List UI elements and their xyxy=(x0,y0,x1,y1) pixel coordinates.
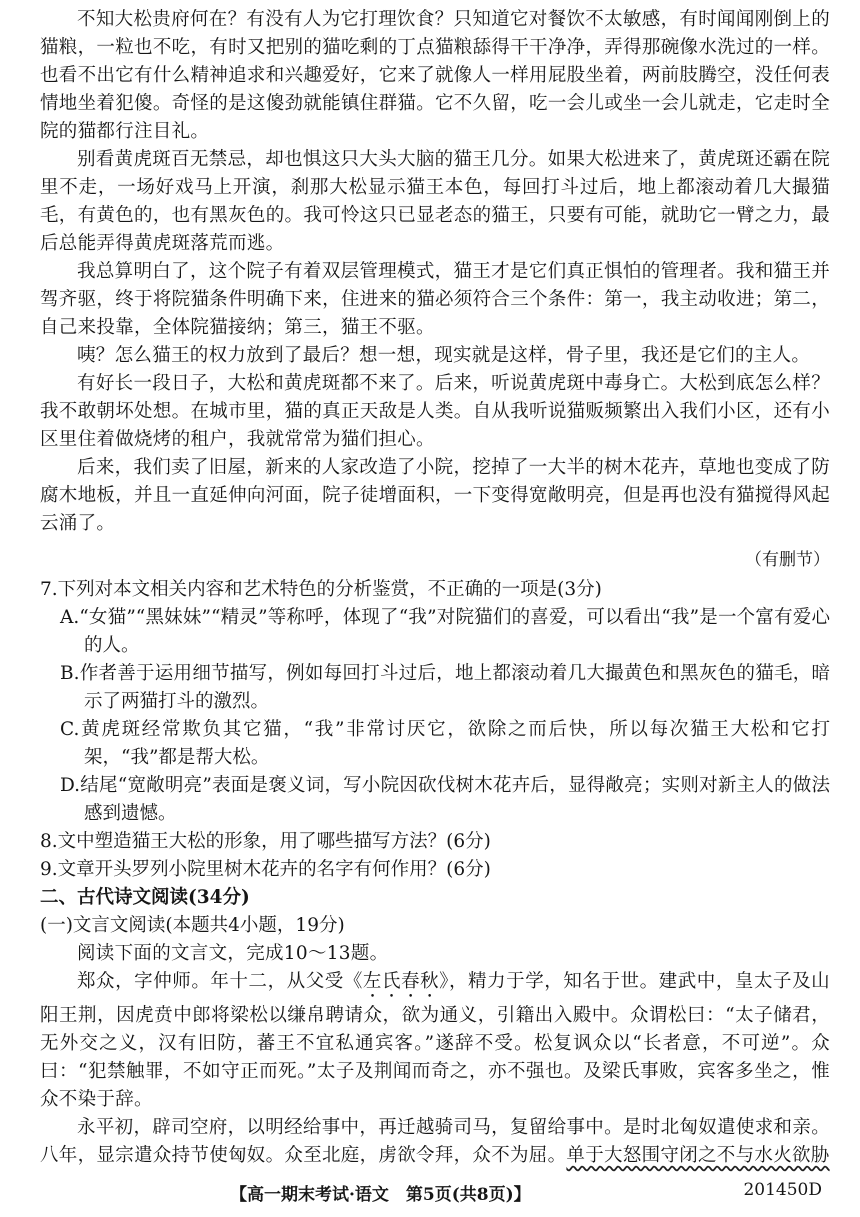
classical-text: ，精力于学，知名于世。建武中，皇太子及山阳王荆，因虎贲中郎将梁松以缣帛聘请众，欲为通义，引籍出入殿中。众谓松曰：“太子储君，无外交之义，汉有旧防，蕃王不宜私通宾客。”遂辞不受。松复讽众以“长者意，不可逆”。众曰：“犯禁触罪，不如守正而死。”太子及荆闻而奇之，亦不强也。及梁氏事败，宾客多坐之，惟众不染于辞。 xyxy=(40,971,830,1110)
story-paragraph-1: 不知大松贵府何在？有没有人为它打理饮食？只知道它对餐饮不太敏感，有时闻闻刚倒上的猫粮，一粒也不吃，有时又把别的猫吃剩的丁点猫粮舔得干干净净，弄得那碗像水洗过的一样。也看不出它有什么精神追求和兴趣爱好，它来了就像人一样用屁股坐着，两前肢腾空，没任何表情地坐着犯傻。奇怪的是这傻劲就能镇住群猫。它不久留，吃一会儿或坐一会儿就走，它走时全院的猫都行注目礼。 xyxy=(40,9,830,142)
question-7-stem: 7.下列对本文相关内容和艺术特色的分析鉴赏，不正确的一项是(3分) xyxy=(40,579,602,600)
question-7-option-a: A.“女猫”“黑妹妹”“精灵”等称呼，体现了“我”对院猫们的喜爱，可以看出“我”是一个富有爱心的人。 xyxy=(60,607,830,656)
page-footer xyxy=(0,1180,860,1206)
question-7-option-b: B.作者善于运用细节描写，例如每回打斗过后，地上都滚动着几大撮黄色和黑灰色的猫毛，暗示了两猫打斗的激烈。 xyxy=(60,663,830,712)
story-paragraph-5: 有好长一段日子，大松和黄虎斑都不来了。后来，听说黄虎斑中毒身亡。大松到底怎么样？我不敢朝坏处想。在城市里，猫的真正天敌是人类。自从我听说猫贩频繁出入我们小区，还有小区里住着做烧烤的租户，我就常常为猫们担心。 xyxy=(40,373,830,450)
story-paragraph-4: 咦？怎么猫王的权力放到了最后？想一想，现实就是这样，骨子里，我还是它们的主人。 xyxy=(77,345,811,366)
story-paragraph-6: 后来，我们卖了旧屋，新来的人家改造了小院，挖掉了一大半的树木花卉，草地也变成了防腐木地板，并且一直延伸向河面，院子徒增面积，一下变得宽敞明亮，但是再也没有猫搅得风起云涌了。 xyxy=(40,457,830,534)
question-8: 8.文中塑造猫王大松的形象，用了哪些描写方法？(6分) xyxy=(40,831,491,852)
emphasized-book-title: 《左氏春秋》 xyxy=(343,971,449,992)
page-content xyxy=(40,6,830,1170)
classical-text: 永平初，辟司空府，以明经给事中，再迁越骑司马，复留给事中。是时北匈奴遣使求和亲。八年，显宗遣众持节使匈奴。众至北庭，虏欲令拜，众不为屈。 xyxy=(40,1117,830,1166)
footer-code: 201450D xyxy=(743,1180,822,1200)
question-7-option-d: D.结尾“宽敞明亮”表面是褒义词，写小院因砍伐树木花卉后，显得敞亮；实则对新主人的做法感到遗憾。 xyxy=(60,775,830,824)
classical-paragraph-2 xyxy=(40,1114,830,1170)
abridged-note: （有删节） xyxy=(745,550,830,570)
story-paragraph-3: 我总算明白了，这个院子有着双层管理模式，猫王才是它们真正惧怕的管理者。我和猫王并驾齐驱，终于将院猫条件明确下来，住进来的猫必须符合三个条件：第一，我主动收进；第二，自己来投靠，全体院猫接纳；第三，猫王不驱。 xyxy=(40,261,830,338)
wavy-underlined-sentence: 单于大怒围守闭之不与水火欲胁 xyxy=(566,1145,830,1166)
subsection-heading: (一)文言文阅读(本题共4小题，19分) xyxy=(40,915,345,936)
classical-text: 郑众，字仲师。年十二，从父受 xyxy=(77,971,344,992)
question-7-option-c: C.黄虎斑经常欺负其它猫，“我”非常讨厌它，欲除之而后快，所以每次猫王大松和它打架，“我”都是帮大松。 xyxy=(60,719,830,768)
classical-paragraph-1 xyxy=(40,968,830,1114)
story-paragraph-2: 别看黄虎斑百无禁忌，却也惧这只大头大脑的猫王几分。如果大松进来了，黄虎斑还霸在院里不走，一场好戏马上开演，刹那大松显示猫王本色，每回打斗过后，地上都滚动着几大撮猫毛，有黄色的，也有黑灰色的。我可怜这只已显老态的猫王，只要有可能，就助它一臂之力，最后总能弄得黄虎斑落荒而逃。 xyxy=(40,149,830,254)
question-9: 9.文章开头罗列小院里树木花卉的名字有何作用？(6分) xyxy=(40,859,491,880)
footer-page-info: 【高一期末考试·语文 第5页(共8页)】 xyxy=(230,1185,531,1205)
reading-instruction: 阅读下面的文言文，完成10～13题。 xyxy=(77,943,389,964)
section-heading: 二、古代诗文阅读(34分) xyxy=(40,887,250,908)
